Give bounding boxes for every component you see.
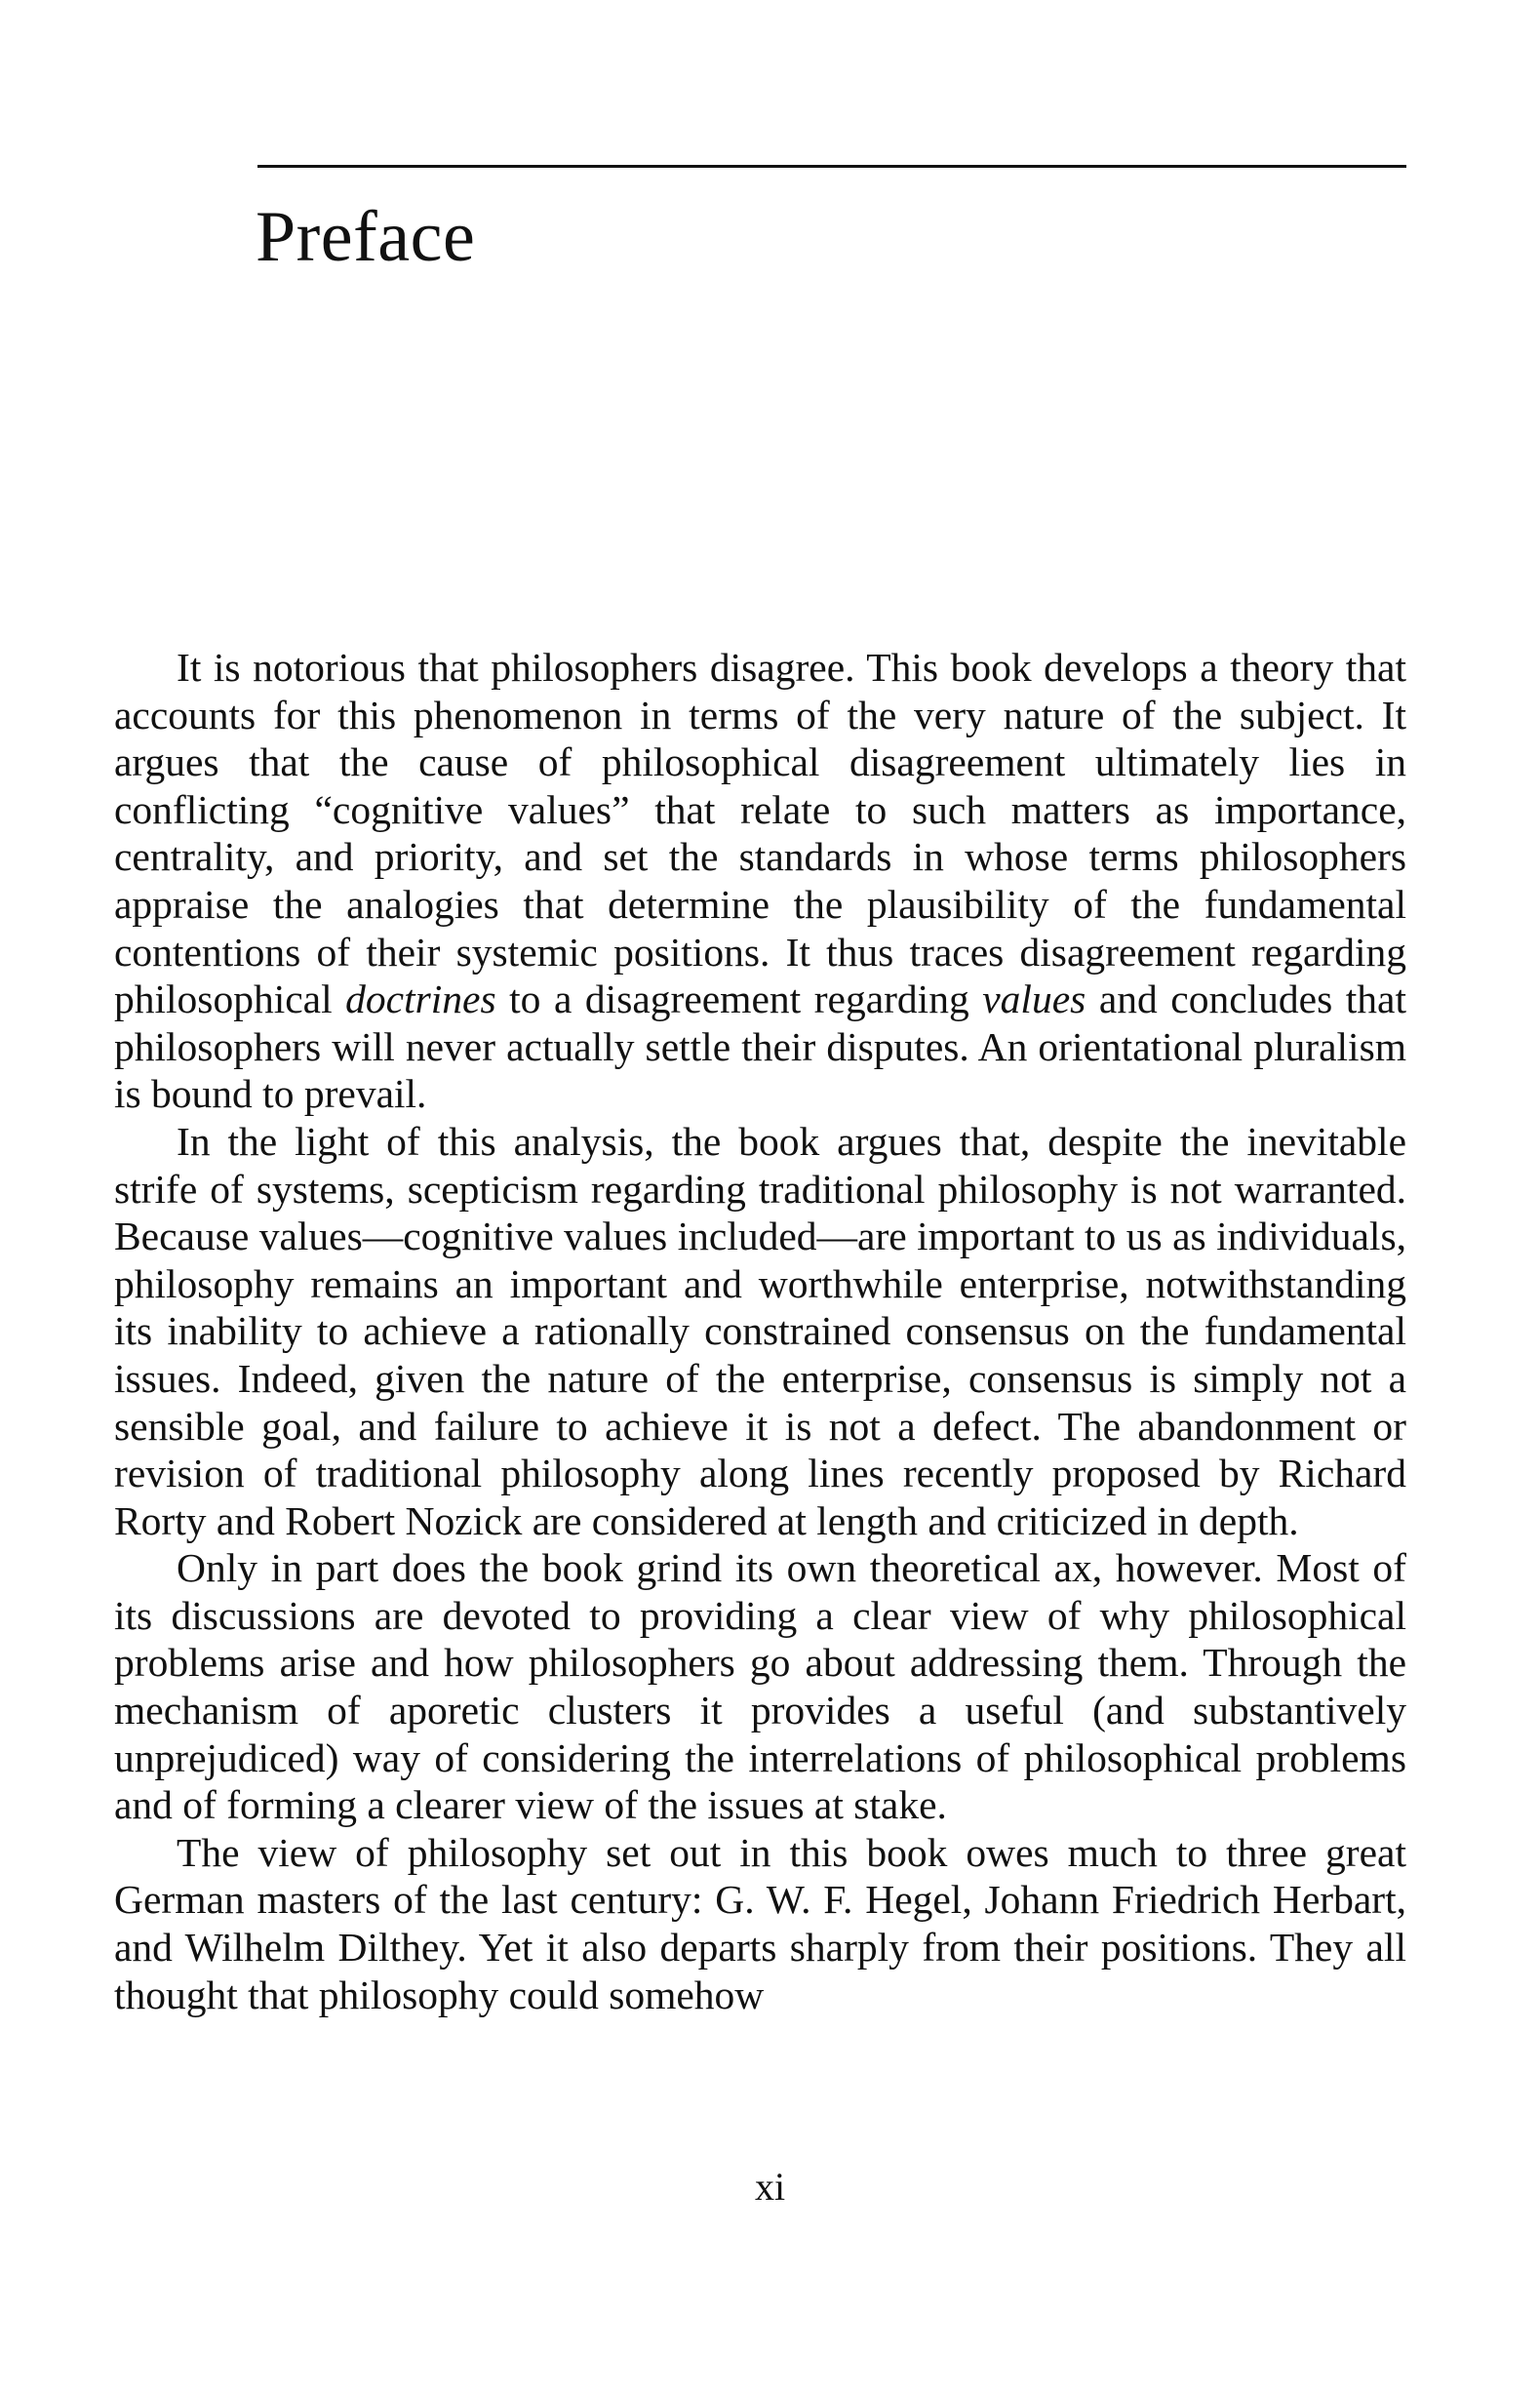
preface-body [114,644,1406,2018]
emphasis-doctrines: doctrines [345,976,496,1022]
paragraph-4 [114,1829,1406,2018]
paragraph-3-text: Only in part does the book grind its own theoretical ax, however. Most of its discussions are devoted to providing a clear view of why philosophical problems arise and how philosophers go about addressing them. Through the mechanism of aporetic clusters it provides a useful (and substantively unprejudiced) way of considering the interrelations of philosophical problems and of forming a clearer view of the issues at stake. [114,1545,1406,1828]
paragraph-1 [114,644,1406,1118]
paragraph-1-text-3: and concludes that philosophers will never actually settle their disputes. An orientational pluralism is bound to prevail. [114,976,1406,1117]
paragraph-2 [114,1118,1406,1544]
page-title: Preface [256,197,476,277]
paragraph-4-text: The view of philosophy set out in this book owes much to three great German masters of the last century: G. W. F. Hegel, Johann Friedrich Herbart, and Wilhelm Dilthey. Yet it also departs sharply from their positions. They all thought that philosophy could somehow [114,1829,1406,2017]
paragraph-1-text-1: It is notorious that philosophers disagree. This book develops a theory that accounts for this phenomenon in terms of the very nature of the subject. It argues that the cause of philosophical disagreement ultimately lies in conflicting “cognitive values” that relate to such matters as importance, centrality, and priority, and set the standards in whose terms philosophers appraise the analogies that determine the plausibility of the fundamental contentions of their systemic positions. It thus traces disagreement regarding philosophical [114,645,1406,1022]
title-rule [257,165,1406,168]
page-number: xi [754,2165,786,2209]
emphasis-values: values [982,976,1086,1022]
paragraph-2-text: In the light of this analysis, the book argues that, despite the inevitable strife of systems, scepticism regarding traditional philosophy is not warranted. Because values—cognitive values included—are important to us as individuals, philosophy remains an important and worthwhile enterprise, notwithstanding its inability to achieve a rationally constrained consensus on the fundamental issues. Indeed, given the nature of the enterprise, consensus is simply not a sensible goal, and failure to achieve it is not a defect. The abandonment or revision of traditional philosophy along lines recently proposed by Richard Rorty and Robert Nozick are considered at length and criticized in depth. [114,1118,1406,1543]
paragraph-1-text-2: to a disagreement regarding [495,976,983,1022]
paragraph-3 [114,1544,1406,1829]
